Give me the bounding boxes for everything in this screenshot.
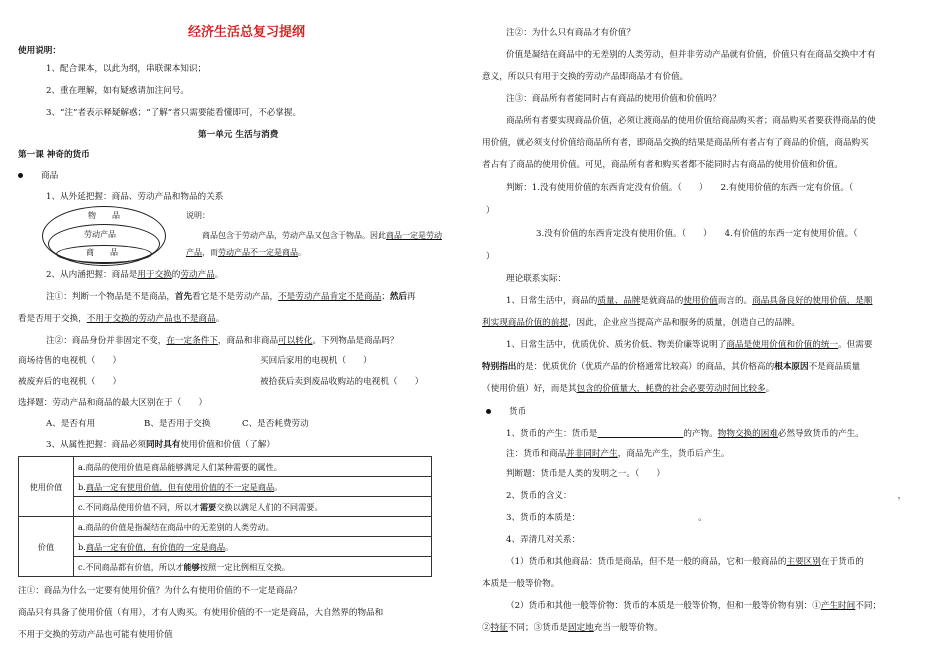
table-cell: c.不同商品都有价值，所以才能够按照一定比例相互交换。 (74, 557, 432, 577)
page-title: 经济生活总复习提纲 (188, 25, 306, 40)
choice-option: A、是否有用 (46, 419, 96, 429)
note-paragraph: 意义，所以只有用于交换的劳动产品即商品才有价值。 (482, 72, 689, 82)
money-item: 本质是一般等价物。 (482, 579, 560, 589)
note-paragraph: 注②：为什么只有商品才有价值？ (506, 28, 635, 38)
note-paragraph: 看是否用于交换，不用于交换的劳动产品也不是商品。 (18, 314, 225, 324)
note-paragraph: 不用于交换的劳动产品也可能有使用价值 (18, 630, 173, 640)
goods-label: 物 品 (88, 211, 120, 220)
choice-option: C、是否耗费劳动 (242, 419, 309, 429)
choice-option: B、是否用于交换 (144, 419, 211, 429)
practice-paragraph: （使用价值）好，而是其包含的价值量大，耗费的社会必要劳动时间比较多。 (482, 384, 775, 394)
usage-heading: 使用说明： (18, 46, 61, 56)
practice-paragraph: 特别指出的是：优质优价（优质产品的价格通常比较高）的商品，其价格高的根本原因不是商品质量 (482, 362, 861, 372)
money-item: ②特征不同；③货币是固定地充当一般等价物。 (482, 623, 663, 633)
money-item: 1、货币的产生：货币是 的产物。物物交换的困难必然导致货币的产生。 (506, 429, 864, 439)
attributes-table (18, 456, 432, 577)
table-cell: b.商品一定有使用价值，但有使用价值的不一定是商品。 (74, 477, 432, 497)
lesson-title: 第一课 神奇的货币 (18, 150, 90, 160)
money-item: 2、货币的含义： ， (506, 491, 907, 501)
diagram-note: 商品包含于劳动产品，劳动产品又包含于物品。因此商品一定是劳动 (202, 231, 442, 240)
table-cell: a.商品的使用价值是商品能够满足人们某种需要的属性。 (74, 457, 432, 477)
question-item: 被拾获后卖到废品收购站的电视机（ ） (260, 377, 424, 387)
section-commodity: 商品 (18, 169, 58, 183)
judge-item: ） (486, 252, 495, 262)
money-item: 3、货币的本质是： 。 (506, 513, 707, 523)
practice-paragraph: 利实现商品价值的前提，因此，企业应当提高产品和服务的质量，创造自己的品牌。 (482, 318, 800, 328)
table-cell: a.商品的价值是指凝结在商品中的无差别的人类劳动。 (74, 517, 432, 537)
question-item: 买回后家用的电视机（ ） (260, 356, 372, 366)
note-paragraph: 注①：商品为什么一定要有使用价值？为什么有使用价值的不一定是商品？ (18, 586, 302, 596)
money-item: 注：货币和商品并非同时产生，商品先产生，货币后产生。 (506, 449, 730, 459)
table-cell: c.不同商品使用价值不同，所以才需要交换以满足人们的不同需要。 (74, 497, 432, 517)
usage-item: 1、配合课本，以此为纲，串联课本知识； (46, 64, 207, 74)
diagram-note-label: 说明： (186, 211, 210, 220)
note-paragraph: 商品只有具备了使用价值（有用），才有人购买。有使用价值的不一定是商品，大自然界的物品和 (18, 608, 384, 618)
judge-item: 判断：1.没有使用价值的东西肯定没有价值。（ ） 2.有使用价值的东西一定有价值。（ (506, 183, 854, 193)
note-paragraph: 商品所有者要实现商品价值，必须让渡商品的使用价值给商品购买者；商品购买者要获得商品的使 (506, 116, 876, 126)
judge-item: 3.没有价值的东西肯定没有使用价值。（ ） 4.有价值的东西一定有使用价值。（ (536, 229, 858, 239)
question-item: 商场待售的电视机（ ） (18, 356, 122, 366)
value-label: 价值 (19, 517, 74, 577)
practice-paragraph: 1、日常生活中，优质优价、质劣价低、物美价廉等说明了商品是使用价值和价值的统一。但需要 (506, 340, 873, 350)
practice-paragraph: 1、日常生活中，商品的质量、品牌是就商品的使用价值而言的。商品具备良好的使用价值，是顺 (506, 296, 873, 306)
attribute-heading: 3、从属性把握：商品必须同时具有使用价值和价值（了解） (46, 440, 275, 450)
practice-heading: 理论联系实际： (506, 274, 567, 284)
diagram-note: 产品，而劳动产品不一定是商品。 (186, 248, 306, 257)
unit-title: 第一单元 生活与消费 (198, 130, 279, 140)
note-paragraph: 注①：判断一个物品是不是商品，首先看它是不是劳动产品，不是劳动产品肯定不是商品；然后再 (46, 292, 416, 302)
money-item: 4、弄清几对关系： (506, 535, 581, 545)
usage-item: 3、“注”者表示释疑解惑；“了解”者只需要能看懂即可，不必掌握。 (46, 108, 302, 118)
money-item: 判断题：货币是人类的发明之一。（ ） (506, 469, 665, 479)
table-cell: b.商品一定有价值，有价值的一定是商品。 (74, 537, 432, 557)
intension-heading: 2、从内涵把握：商品是用于交换的劳动产品。 (46, 270, 224, 280)
use-value-label: 使用价值 (19, 457, 74, 517)
judge-item: ） (486, 206, 495, 216)
note-paragraph: 者占有了商品的使用价值。可见，商品所有者和购买者都不能同时占有商品的使用价值和价值。 (482, 160, 843, 170)
note-paragraph: 注②：商品身份并非固定不变，在一定条件下，商品和非商品可以转化。下列物品是商品吗？ (46, 336, 399, 346)
labor-products-label: 劳动产品 (84, 230, 116, 239)
note-paragraph: 用价值，就必须支付价值给商品所有者，即商品交换的结果是商品所有者占有了商品的价值，商品购买 (482, 138, 869, 148)
extension-heading: 1、从外延把握：商品、劳动产品和物品的关系 (46, 192, 224, 202)
note-paragraph: 注③：商品所有者能同时占有商品的使用价值和价值吗？ (506, 94, 721, 104)
section-money: 货币 (486, 405, 526, 419)
money-item: （1）货币和其他商品：货币是商品，但不是一般的商品，它和一般商品的主要区别在于货币的 (506, 557, 864, 567)
note-paragraph: 价值是凝结在商品中的无差别的人类劳动，但并非劳动产品就有价值，价值只有在商品交换中才有 (506, 50, 876, 60)
bullet-icon (18, 173, 23, 178)
bullet-icon (486, 409, 491, 414)
usage-item: 2、重在理解，如有疑惑请加注问号。 (46, 86, 189, 96)
money-item: （2）货币和其他一般等价物：货币的本质是一般等价物，但和一般等价物有别：①产生时间不同； (506, 601, 882, 611)
question-item: 被废弃后的电视机（ ） (18, 377, 122, 387)
commodity-label: 商 品 (86, 248, 118, 257)
choice-question: 选择题：劳动产品和商品的最大区别在于（ ） (18, 398, 208, 408)
